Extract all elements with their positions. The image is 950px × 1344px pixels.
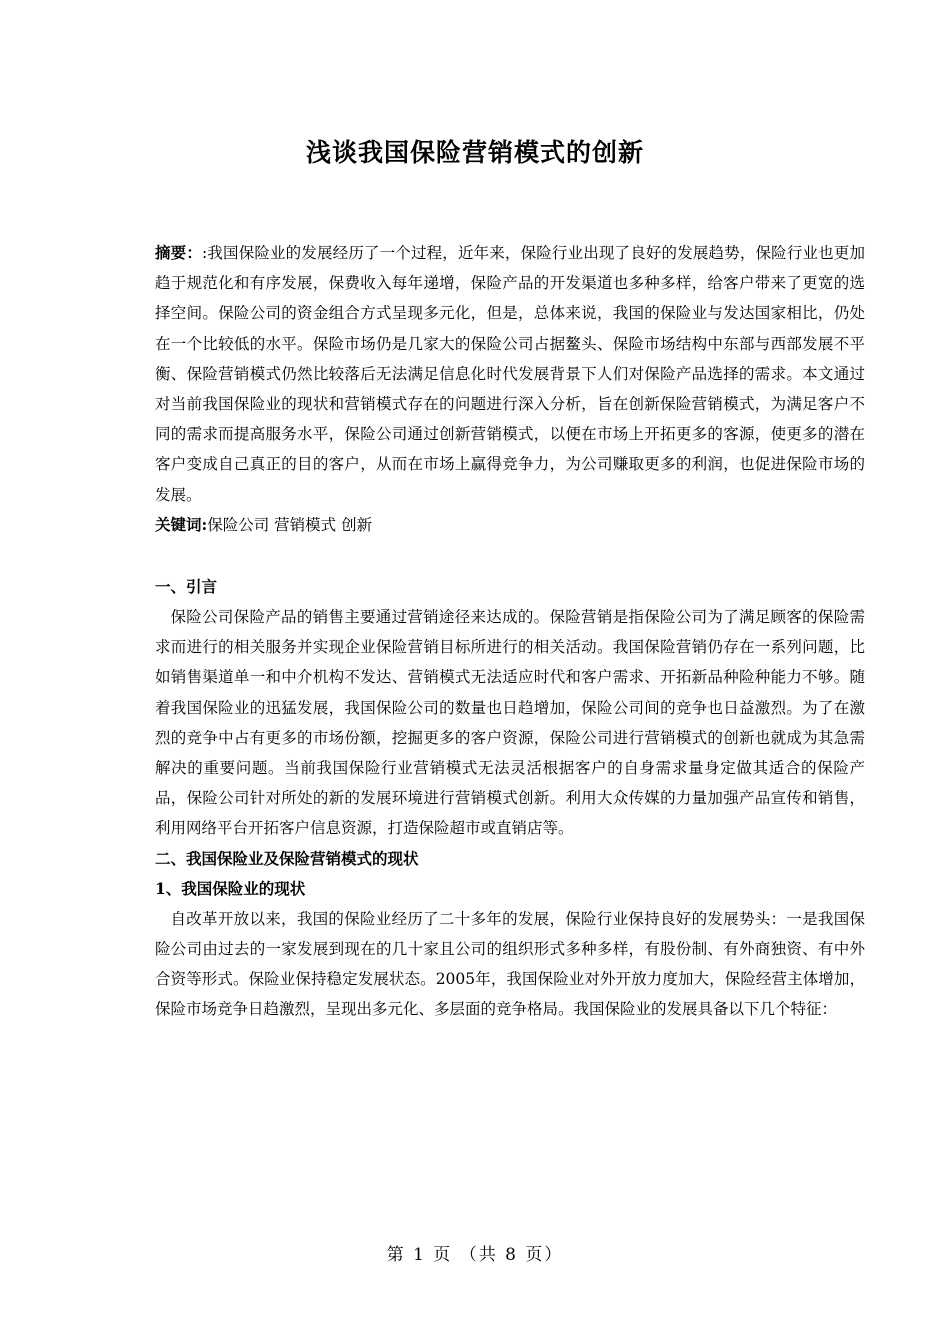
page-number-footer: 第 1 页 （共 8 页）: [386, 1245, 564, 1265]
keywords-line: [155, 510, 865, 540]
keywords-label: 关键词:: [155, 514, 208, 534]
introduction-paragraph: 保险公司保险产品的销售主要通过营销途径来达成的。保险营销是指保险公司为了满足顾客的保险需求而进行的相关服务并实现企业保险营销目标所进行的相关活动。我国保险营销仍存在一系列问题，比如销售渠道单一和中介机构不发达、营销模式无法适应时代和客户需求、开拓新品种险种能力不够。随着我国保险业的迅猛发展，我国保险公司的数量也日趋增加，保险公司间的竞争也日益激烈。为了在激烈的竞争中占有更多的市场份额，挖掘更多的客户资源，保险公司进行营销模式的创新也就成为其急需解决的重要问题。当前我国保险行业营销模式无法灵活根据客户的自身需求量身定做其适合的保险产品，保险公司针对所处的新的发展环境进行营销模式创新。利用大众传媒的力量加强产品宣传和销售，利用网络平台开拓客户信息资源，打造保险超市或直销店等。: [155, 608, 865, 838]
document-body: [155, 238, 865, 1024]
abstract-paragraph: [155, 238, 865, 510]
keywords-text: 保险公司 营销模式 创新: [207, 515, 373, 534]
document-title: 浅谈我国保险营销模式的创新: [305, 138, 644, 167]
abstract-label: 摘要：: [155, 243, 202, 262]
abstract-text: :我国保险业的发展经历了一个过程，近年来，保险行业出现了良好的发展趋势，保险行业也更加趋于规范化和有序发展，保费收入每年递增，保险产品的开发渠道也多种多样，给客户带来了更宽的选择空间。保险公司的资金组合方式呈现多元化，但是，总体来说，我国的保险业与发达国家相比，仍处在一个比较低的水平。保险市场仍是几家大的保险公司占据鳌头、保险市场结构中东部与西部发展不平衡、保险营销模式仍然比较落后无法满足信息化时代发展背景下人们对保险产品选择的需求。本文通过对当前我国保险业的现状和营销模式存在的问题进行深入分析，旨在创新保险营销模式，为满足客户不同的需求而提高服务水平，保险公司通过创新营销模式，以便在市场上开拓更多的客源，使更多的潜在客户变成自己真正的目的客户，从而在市场上赢得竞争力，为公司赚取更多的利润，也促进保险市场的发展。: [155, 244, 865, 504]
section-heading-introduction: 一、引言: [155, 577, 218, 597]
status-paragraph: 自改革开放以来，我国的保险业经历了二十多年的发展，保险行业保持良好的发展势头：一是我国保险公司由过去的一家发展到现在的几十家且公司的组织形式多种多样，有股份制、有外商独资、有中外合资等形式。保险业保持稳定发展状态。2005年，我国保险业对外开放力度加大，保险经营主体增加，保险市场竞争日趋激烈，呈现出多元化、多层面的竞争格局。我国保险业的发展具备以下几个特征：: [155, 909, 865, 1019]
spacer: [155, 540, 865, 572]
subsection-heading-status: 1、我国保险业的现状: [155, 878, 306, 898]
section-heading-status: 二、我国保险业及保险营销模式的现状: [155, 848, 419, 868]
